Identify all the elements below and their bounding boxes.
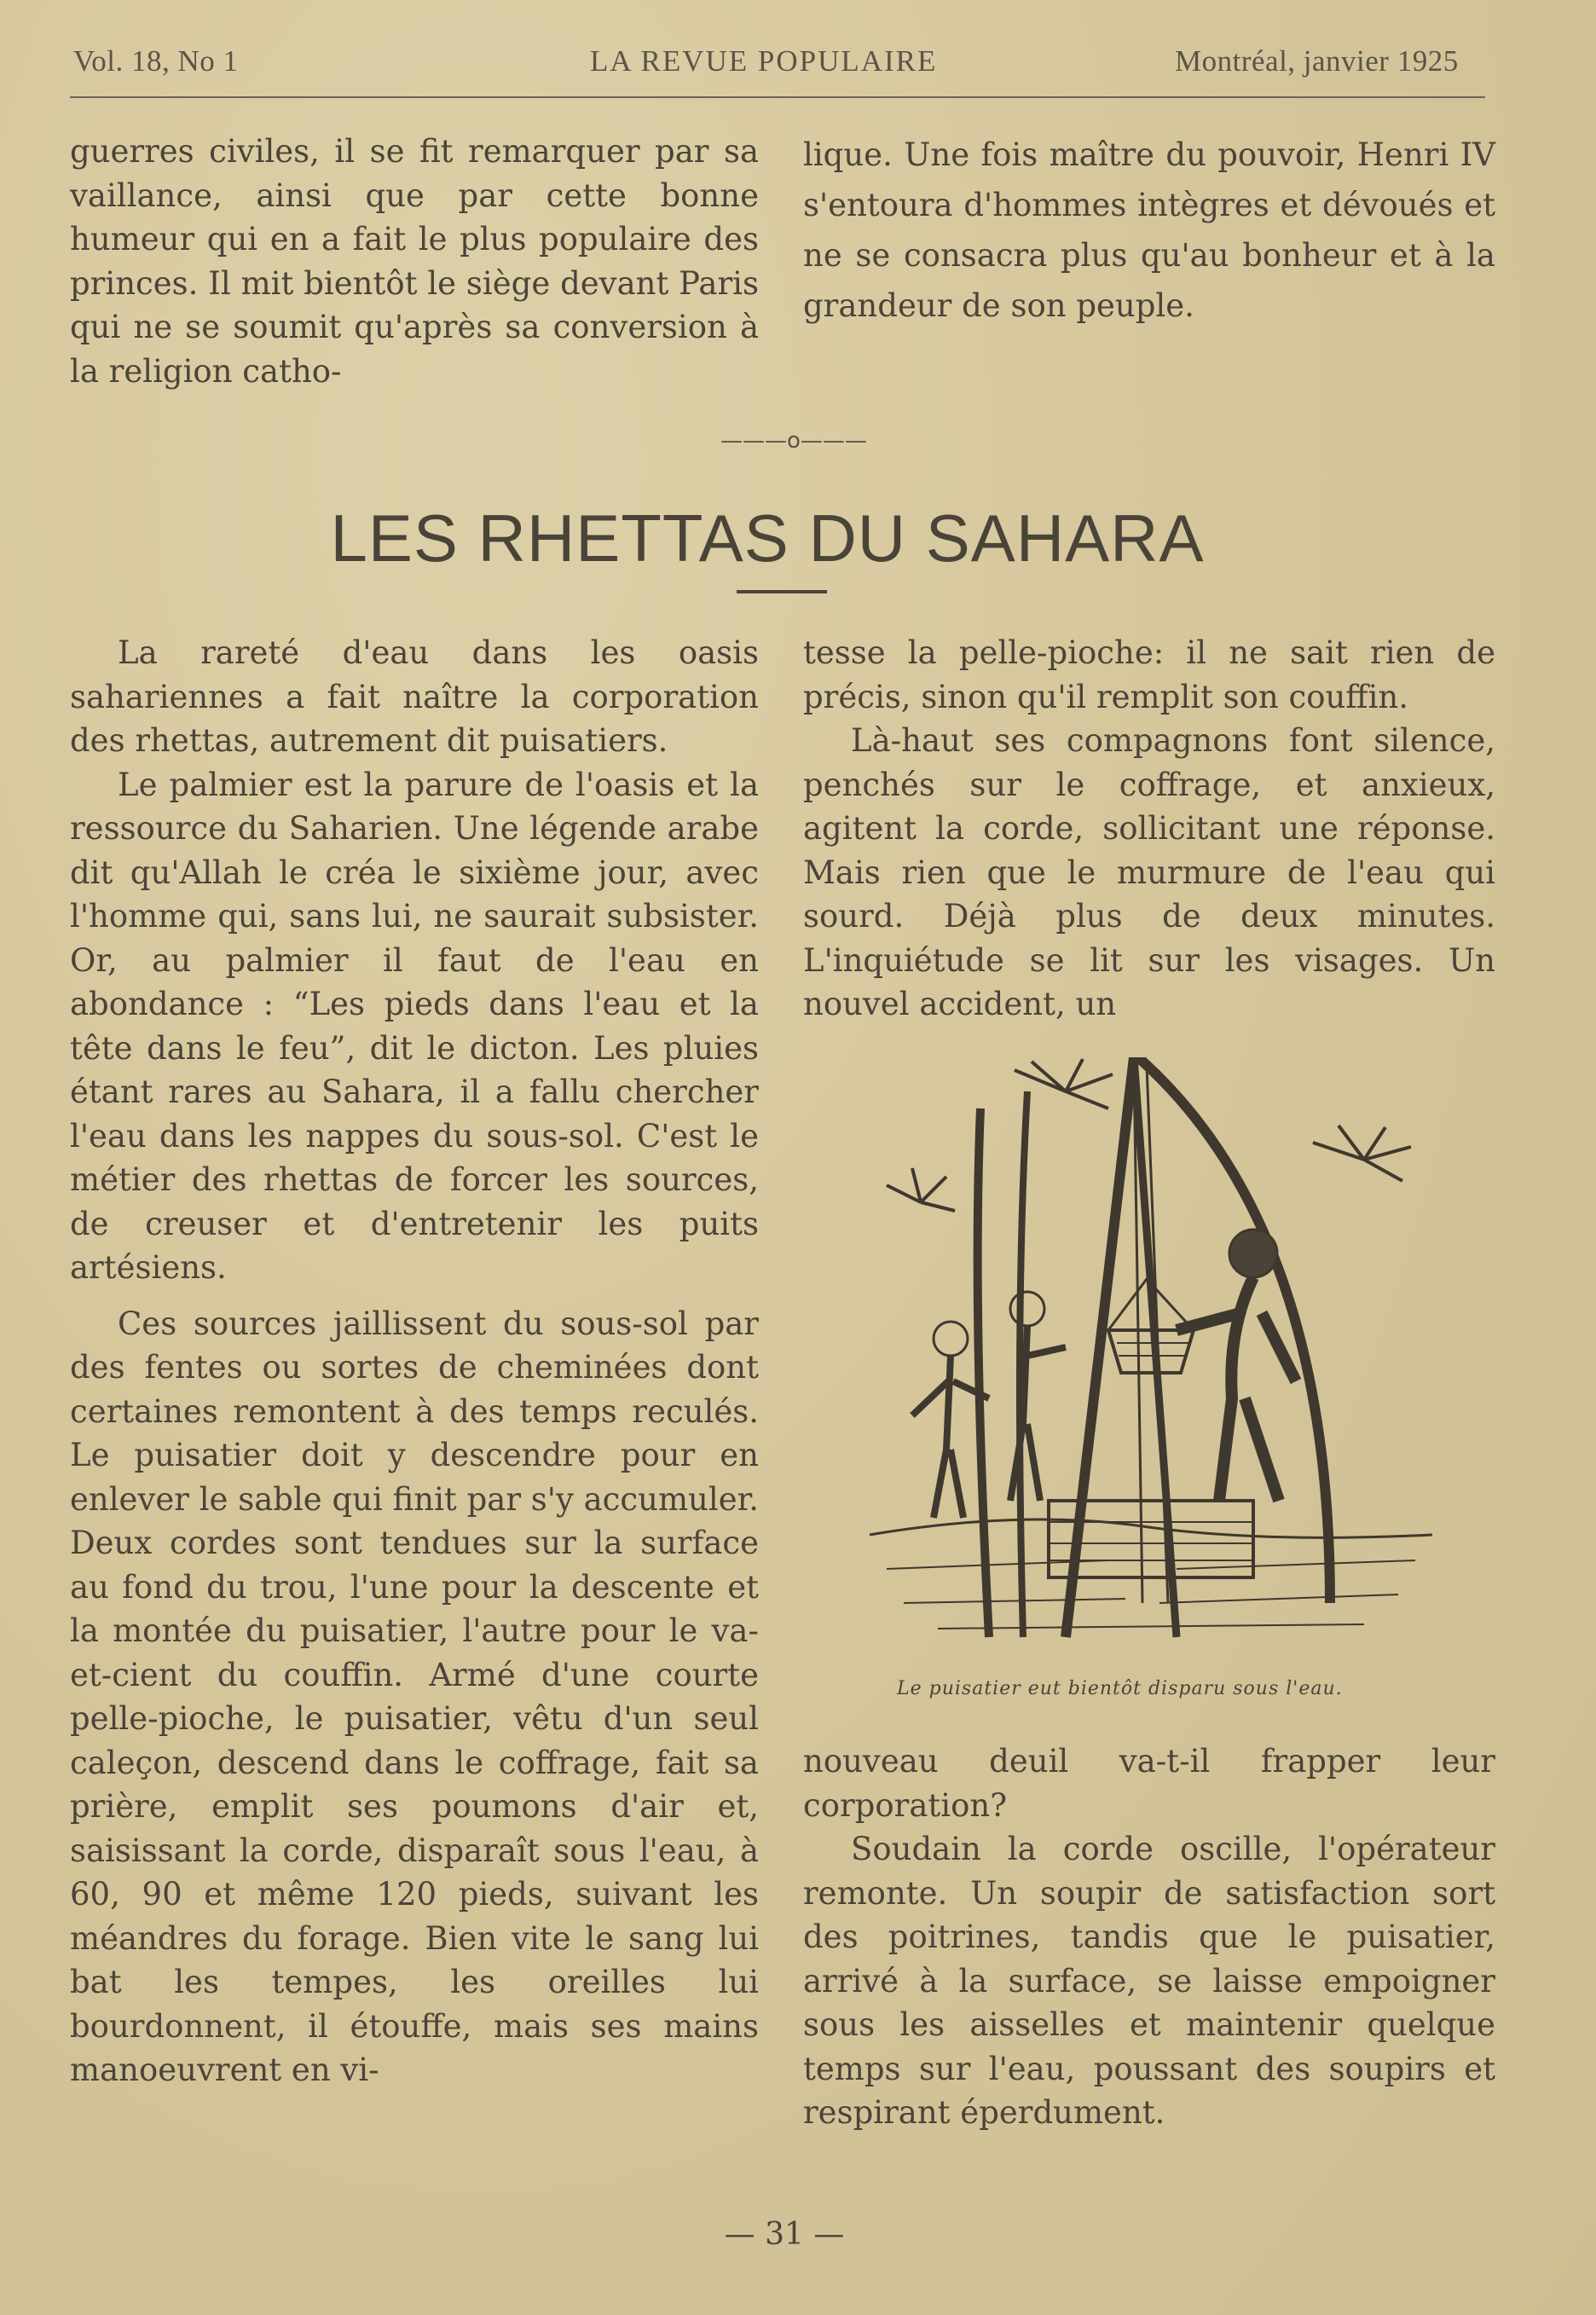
article-left-column: [70, 631, 759, 2092]
top-left-column: [70, 130, 759, 393]
header-journal-title: LA REVUE POPULAIRE: [590, 44, 938, 78]
paragraph: tesse la pelle-pioche: il ne sait rien de précis, sinon qu'il remplit son couffin.: [803, 634, 1495, 715]
paragraph: Soudain la corde oscille, l'opérateur remonte. Un soupir de satisfaction sort des poitrines, tandis que le puisatier, arrivé à la surface, se laisse empoigner sous les aisselles et maintenir quelque temps sur l'eau, poussant des soupirs et respirant éperdument.: [803, 1831, 1495, 2131]
paragraph: La rareté d'eau dans les oasis sahariennes a fait naître la corporation des rhettas, autrement dit puisatiers.: [70, 634, 759, 759]
illustration-caption: Le puisatier eut bientôt disparu sous l'eau.: [897, 1678, 1343, 1699]
paragraph: nouveau deuil va-t-il frapper leur corporation?: [803, 1743, 1495, 1824]
top-right-column: [803, 130, 1495, 331]
paragraph: Le palmier est la parure de l'oasis et la ressource du Saharien. Une légende arabe dit qu'Allah le créa le sixième jour, avec l'homme qui, sans lui, ne saurait subsister. Or, au palmier il faut de l'eau en abondance : “Les pieds dans l'eau et la tête dans le feu”, dit le dicton. Les pluies étant rares au Sahara, il a fallu chercher l'eau dans les nappes du sous-sol. C'est le métier des rhettas de forcer les sources, de creuser et d'entretenir les puits artésiens.: [70, 766, 759, 1286]
section-separator: ———o———: [720, 428, 867, 454]
paragraph: Là-haut ses compagnons font silence, penchés sur le coffrage, et anxieux, agitent la corde, sollicitant une réponse. Mais rien que le murmure de l'eau qui sourd. Déjà plus de deux minutes. L'inquiétude se lit sur les visages. Un nouvel accident, un: [803, 722, 1495, 1022]
paragraph: guerres civiles, il se fit remarquer par sa vaillance, ainsi que par cette bonne humeur qui en a fait le plus populaire des princes. Il mit bientôt le siège devant Paris qui ne se soumit qu'après sa conversion à la religion catho-: [70, 133, 759, 390]
paragraph: Ces sources jaillissent du sous-sol par des fentes ou sortes de cheminées dont certaines remontent à des temps reculés. Le puisatier doit y descendre pour en enlever le sable qui finit par s'y accumuler. Deux cordes sont tendues sur la surface au fond du trou, l'une pour la descente et la montée du puisatier, l'autre pour le va-et-cient du couffin. Armé d'une courte pelle-pioche, le puisatier, vêtu d'un seul caleçon, descend dans le coffrage, fait sa prière, emplit ses poumons d'air et, saisissant la corde, disparaît sous l'eau, à 60, 90 et même 120 pieds, suivant les méandres du forage. Bien vite le sang lui bat les tempes, les oreilles lui bourdonnent, il étouffe, mais ses mains manoeuvrent en vi-: [70, 1305, 759, 2088]
page-number: — 31 —: [724, 2217, 845, 2252]
well-digger-illustration: [853, 1057, 1449, 1654]
article-right-column-bottom: [803, 1739, 1495, 2135]
article-title: LES RHETTAS DU SAHARA: [330, 501, 1205, 576]
header-rule: [70, 96, 1485, 98]
title-rule: [737, 590, 827, 593]
article-right-column-top: [803, 631, 1495, 1027]
paragraph: lique. Une fois maître du pouvoir, Henri IV s'entoura d'hommes intègres et dévoués et ne se consacra plus qu'au bonheur et à la grandeur de son peuple.: [803, 136, 1495, 324]
header-volume: Vol. 18, No 1: [73, 44, 239, 78]
header-place-date: Montréal, janvier 1925: [1175, 44, 1459, 78]
